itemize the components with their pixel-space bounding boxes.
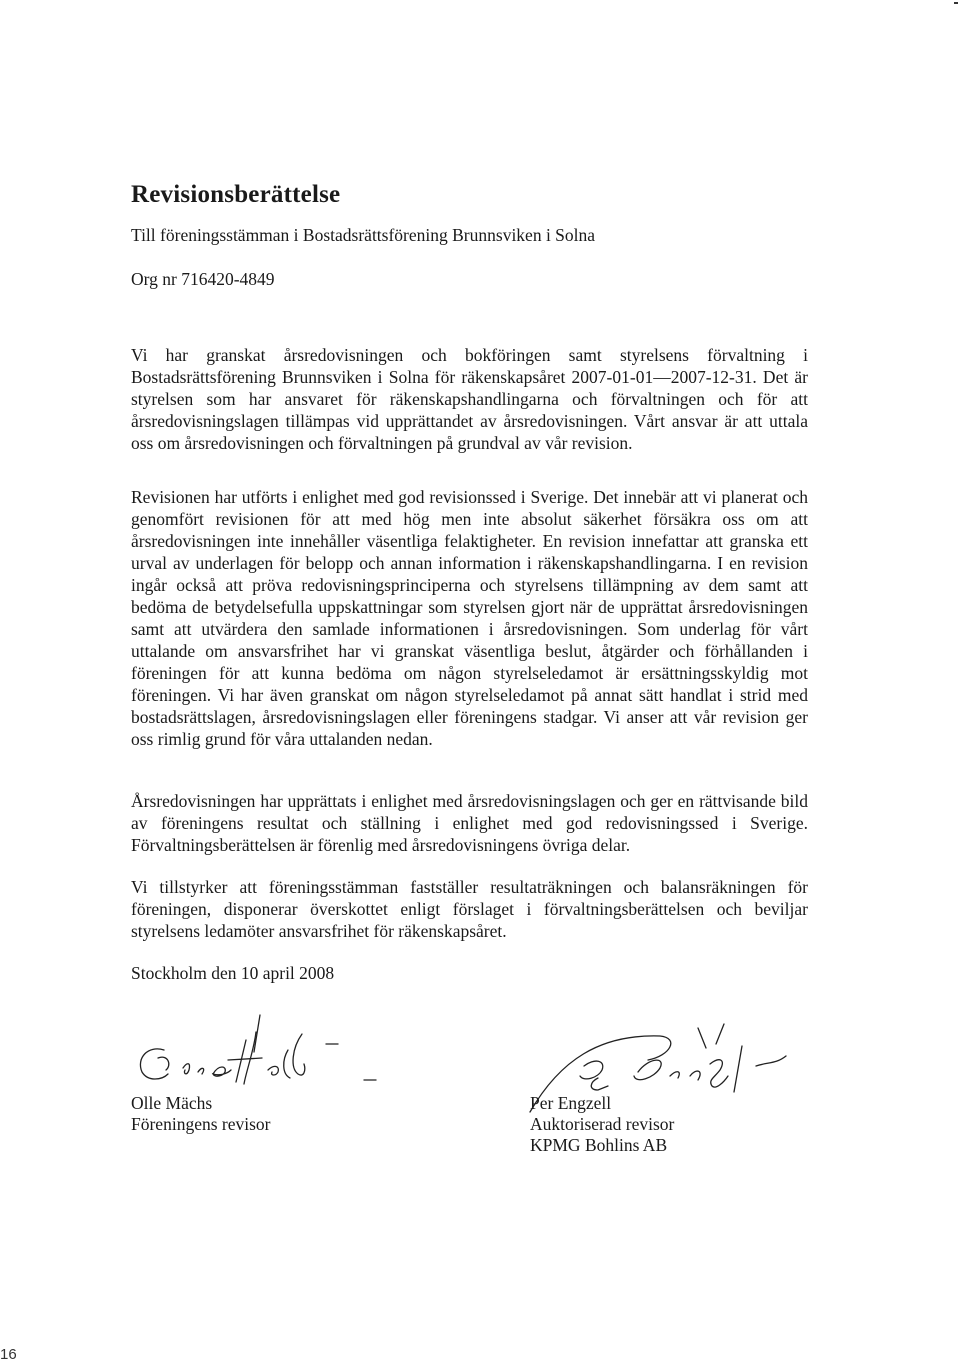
signatory-name: Olle Mächs bbox=[131, 1093, 213, 1113]
paragraph-method: Revisionen har utförts i enlighet med god revisionssed i Sverige. Det innebär att vi planerat och genomfört revisionen för att med hög men inte absolut säkerhet försäkra oss om att årsredovisningen inte innehåller väsentliga felaktigheter. En revision innefattar att granska ett urval av underlagen för belopp och annan information i räkenskapshandlingarna. I en revision ingår också att pröva redovisningsprinciperna och styrelsens tillämpning av dem samt att bedöma de betydelsefulla uppskattningar som styrelsen gjort när de upprättat årsredovisningen samt att utvärdera den samlade informationen i årsredovisningen. Som underlag för vårt uttalande om ansvarsfrihet har vi granskat väsentliga beslut, åtgärder och förhållanden i föreningen för att kunna bedöma om någon styrelseledamot är ersättningsskyldig mot föreningen. Vi har även granskat om någon styrelseledamot på annat sätt handlat i strid med bostadsrättslagen, årsredovisningslagen eller föreningens stadgar. Vi anser att vår revision ger oss rimlig grund för våra uttalanden nedan. bbox=[131, 487, 808, 749]
signatory-company: KPMG Bohlins AB bbox=[530, 1135, 668, 1155]
document-subtitle: Till föreningsstämman i Bostadsrättsförening Brunnsviken i Solna bbox=[131, 225, 596, 245]
signatory-right bbox=[530, 1093, 674, 1156]
org-number: Org nr 716420-4849 bbox=[131, 269, 275, 289]
signatory-name: Per Engzell bbox=[530, 1093, 612, 1113]
paragraph-recommendation: Vi tillstyrker att föreningsstämman fastställer resultaträkningen och balansräkningen för föreningen, disponerar överskottet enligt förslaget i förvaltningsberättelsen och beviljar styrelsens ledamöter ansvarsfrihet för räkenskapsåret. bbox=[131, 877, 808, 941]
document-title: Revisionsberättelse bbox=[131, 181, 341, 208]
paragraph-scope: Vi har granskat årsredovisningen och bokföringen samt styrelsens förvaltning i Bostadsrättsförening Brunnsviken i Solna för räkenskapsåret 2007-01-01—2007-12-31. Det är styrelsen som har ansvaret för räkenskapshandlingarna och förvaltningen och för att årsredovisningslagen tillämpas vid upprättandet av årsredovisningen. Vårt ansvar är att uttala oss om årsredovisningen och förvaltningen på grundval av vår revision. bbox=[131, 345, 808, 453]
place-and-date: Stockholm den 10 april 2008 bbox=[131, 963, 335, 983]
signatory-role: Auktoriserad revisor bbox=[530, 1114, 675, 1134]
signatory-role: Föreningens revisor bbox=[131, 1114, 271, 1134]
scan-corner-mark bbox=[954, 2, 958, 4]
page-number: 16 bbox=[0, 1346, 17, 1363]
paragraph-opinion: Årsredovisningen har upprättats i enlighet med årsredovisningslagen och ger en rättvisande bild av föreningens resultat och ställning i enlighet med god redovisningssed i Sverige. Förvaltningsberättelsen är förenlig med årsredovisningens övriga delar. bbox=[131, 791, 808, 855]
signatory-left bbox=[131, 1093, 271, 1135]
